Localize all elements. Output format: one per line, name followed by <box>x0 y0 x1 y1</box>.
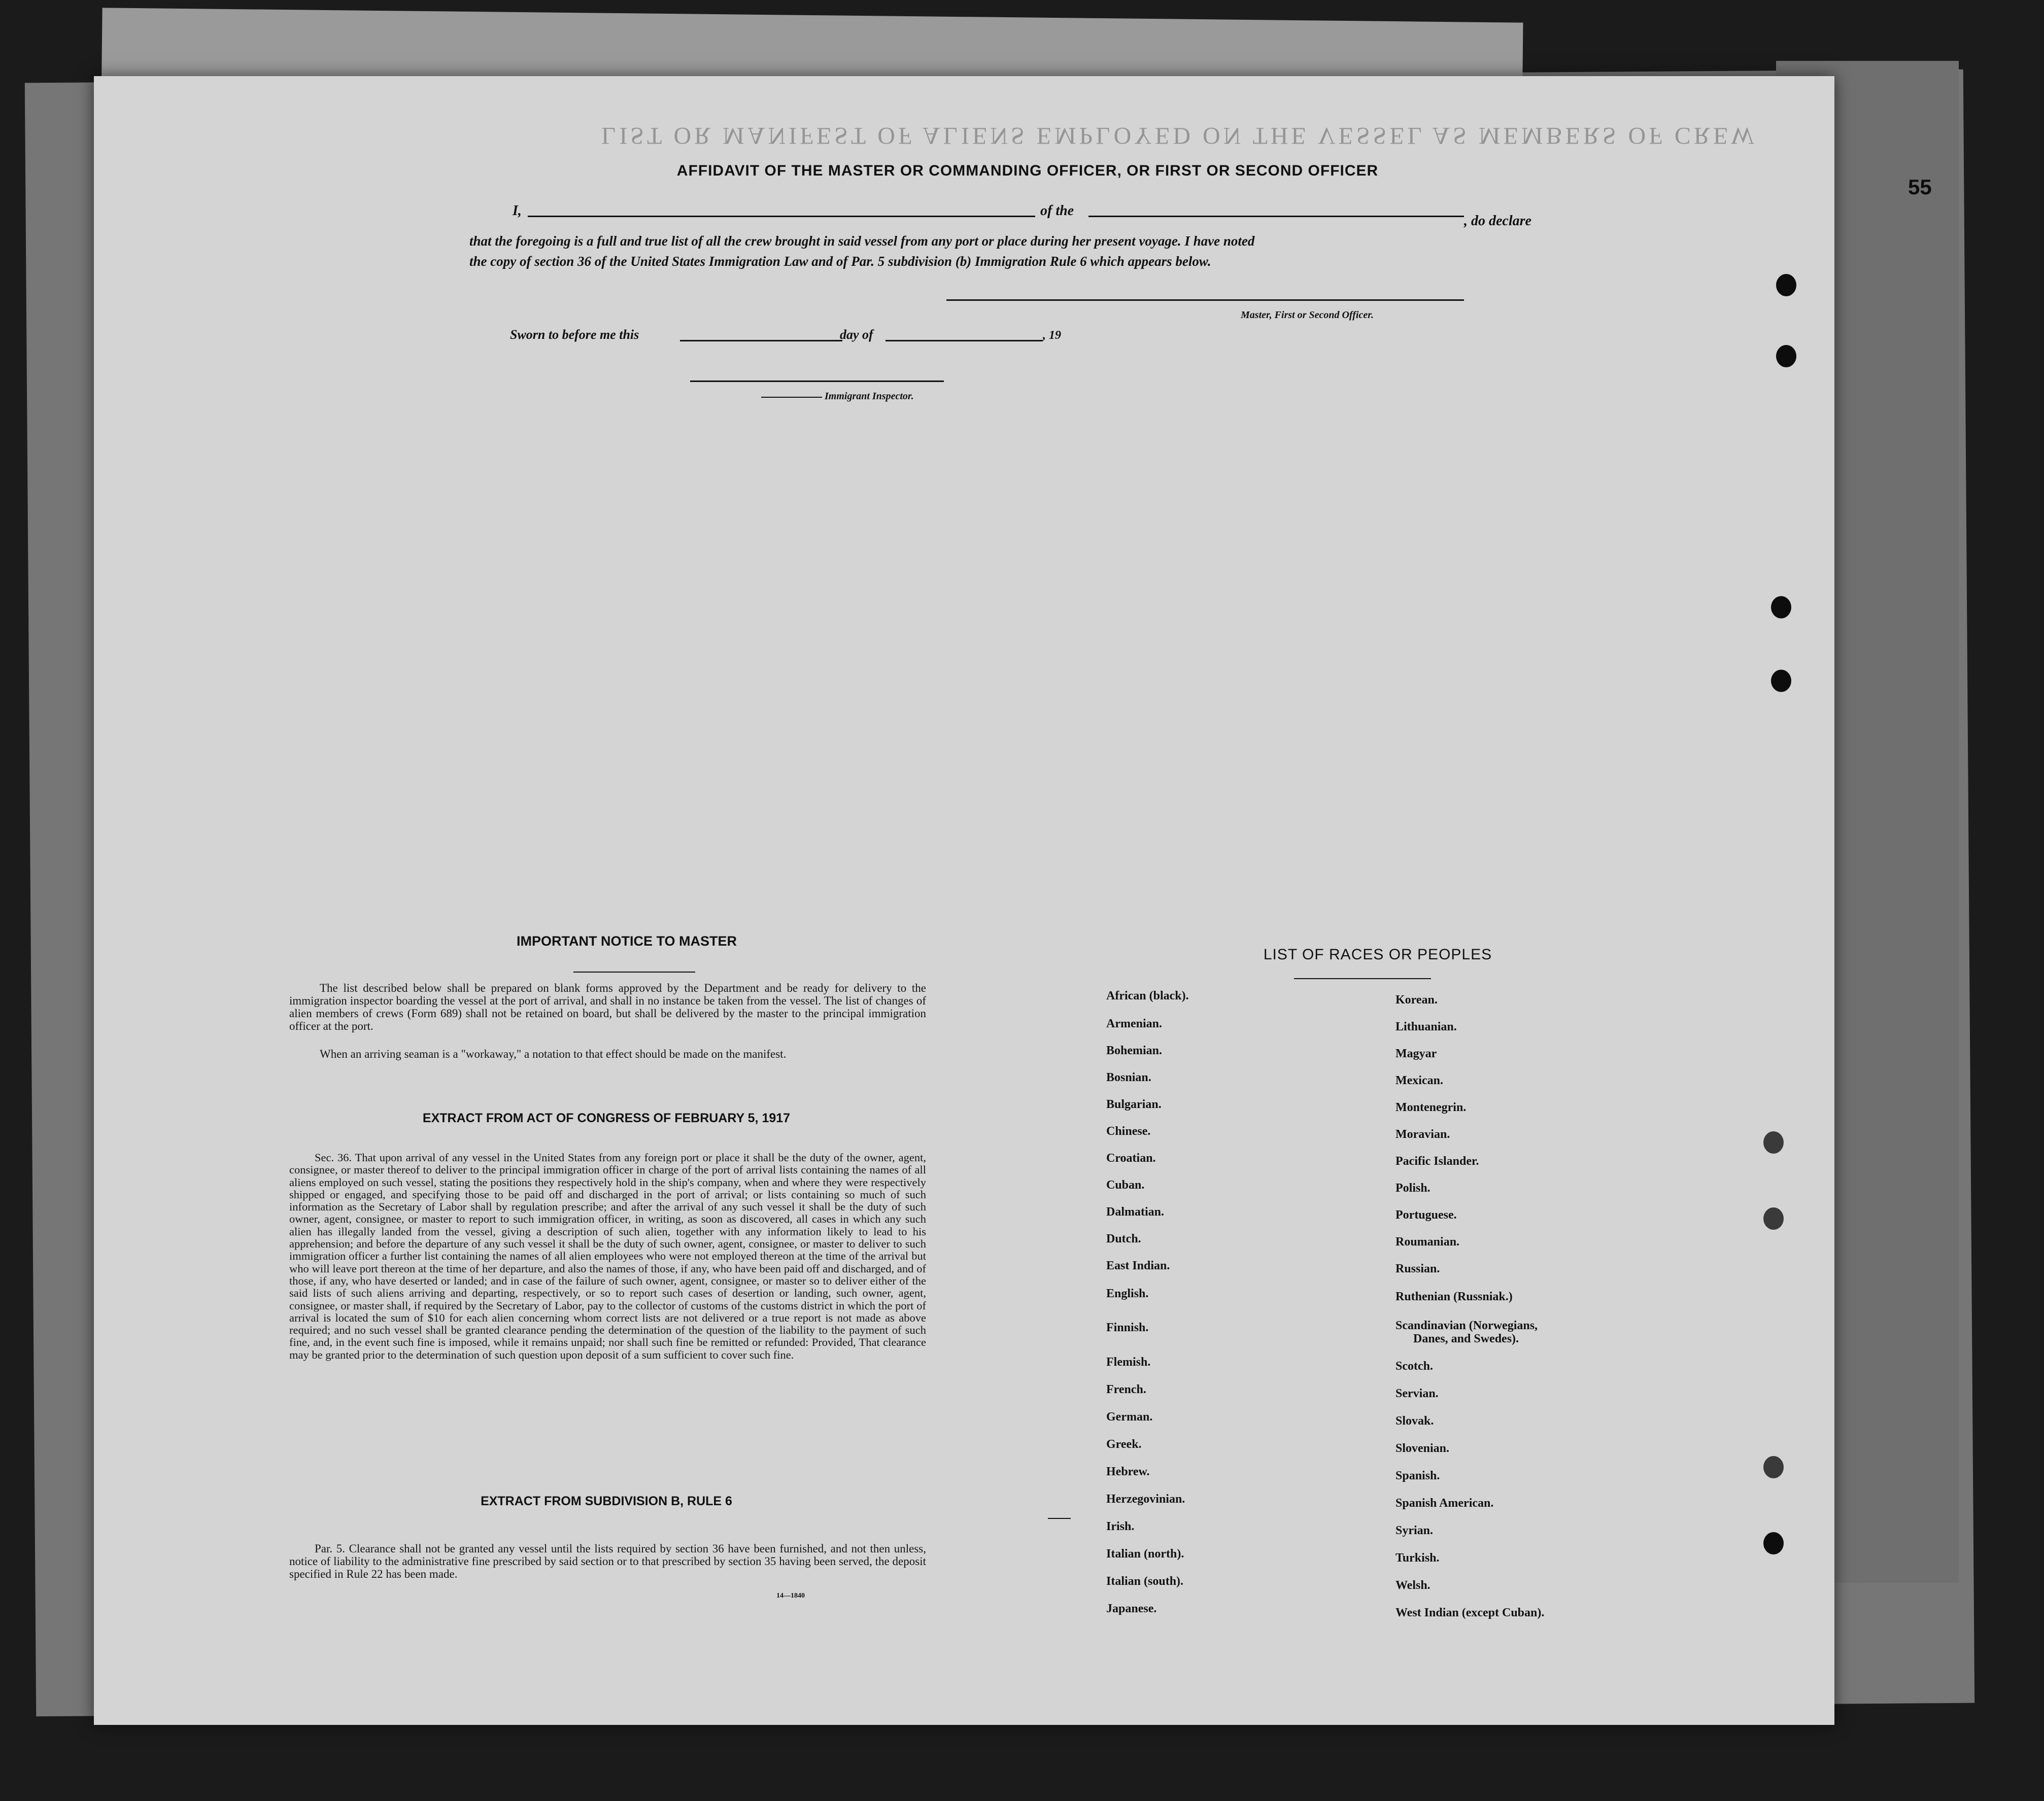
day-of-label: day of <box>840 327 873 342</box>
inspector-label: Immigrant Inspector. <box>825 391 914 402</box>
race-item: Servian. <box>1395 1387 1439 1400</box>
affidavit-declare: , do declare <box>1464 213 1531 229</box>
races-title: LIST OF RACES OR PEOPLES <box>1263 946 1492 963</box>
vessel-blank <box>1088 216 1464 217</box>
race-item: Slovak. <box>1395 1414 1434 1428</box>
race-item: East Indian. <box>1106 1259 1170 1272</box>
race-item: Cuban. <box>1106 1179 1145 1192</box>
form-number: 14—1840 <box>776 1592 805 1600</box>
race-item: Bosnian. <box>1106 1071 1151 1084</box>
rule6-title: EXTRACT FROM SUBDIVISION B, RULE 6 <box>481 1494 732 1508</box>
race-item: Korean. <box>1395 993 1438 1007</box>
race-item: Finnish. <box>1106 1321 1149 1334</box>
stray-mark <box>1048 1518 1071 1519</box>
race-item: Hebrew. <box>1106 1465 1150 1478</box>
punch-hole <box>1771 670 1791 692</box>
race-item: Polish. <box>1395 1182 1430 1195</box>
race-item: Bohemian. <box>1106 1044 1163 1057</box>
inspector-signature-line <box>690 380 944 382</box>
race-item: African (black). <box>1106 989 1189 1002</box>
race-item: Dutch. <box>1106 1232 1141 1245</box>
notice-underline <box>573 972 695 973</box>
race-item: Scotch. <box>1395 1360 1433 1373</box>
affidavit-line-2: that the foregoing is a full and true list of all the crew brought in said vessel from any port or place during her present voyage. I have noted <box>469 233 1255 249</box>
race-item: Irish. <box>1106 1520 1135 1533</box>
race-item: French. <box>1106 1383 1146 1396</box>
master-signature-label: Master, First or Second Officer. <box>1241 309 1374 321</box>
race-item: Portuguese. <box>1395 1208 1457 1222</box>
race-item: Italian (north). <box>1106 1547 1184 1561</box>
punch-hole <box>1776 274 1796 296</box>
affidavit-line-3: the copy of section 36 of the United States Immigration Law and of Par. 5 subdivision (b) Immigration Rule 6 which appears below. <box>469 254 1211 269</box>
notice-title: IMPORTANT NOTICE TO MASTER <box>517 933 737 949</box>
race-item: Spanish American. <box>1395 1497 1494 1510</box>
punch-hole <box>1763 1131 1784 1154</box>
year-label: , 19 <box>1043 329 1061 342</box>
race-item: Welsh. <box>1395 1579 1430 1592</box>
sworn-label: Sworn to before me this <box>510 327 639 342</box>
race-item: Lithuanian. <box>1395 1020 1457 1033</box>
race-item: Pacific Islander. <box>1395 1155 1479 1168</box>
race-item: Flemish. <box>1106 1356 1151 1369</box>
race-item: Dalmatian. <box>1106 1205 1164 1219</box>
affidavit-title: AFFIDAVIT OF THE MASTER OR COMMANDING OFFICER, OR FIRST OR SECOND OFFICER <box>676 162 1379 179</box>
race-item: Greek. <box>1106 1438 1142 1451</box>
notice-paragraph-2: When an arriving seaman is a "workaway," a notation to that effect should be made on the manifest. <box>320 1048 787 1060</box>
race-item: West Indian (except Cuban). <box>1395 1606 1545 1619</box>
name-blank <box>528 216 1035 217</box>
race-item: Chinese. <box>1106 1125 1151 1138</box>
race-item: Moravian. <box>1395 1128 1450 1141</box>
rule6-text: Par. 5. Clearance shall not be granted any vessel until the lists required by section 36 have been furnished, and not then unless, notice of liability to the administrative fine prescribed by said section or to that prescribed by section 35 having been served, the deposit specified in Rule 22 has been made. <box>289 1542 926 1580</box>
race-item: Japanese. <box>1106 1602 1157 1615</box>
show-through-text: LIST OR MANIFEST OF ALIENS EMPLOYED ON THE VESSEL AS MEMBERS OF CREW <box>601 122 1757 149</box>
race-item: English. <box>1106 1287 1149 1300</box>
affidavit-i-label: I, <box>513 203 522 219</box>
race-item: Syrian. <box>1395 1524 1434 1537</box>
race-item: Roumanian. <box>1395 1235 1460 1249</box>
race-item: Herzegovinian. <box>1106 1493 1185 1506</box>
act-text: Sec. 36. That upon arrival of any vessel in the United States from any foreign port or place it shall be the duty of the owner, agent, consignee, or master thereof to deliver to the principal immigration officer in charge of the port of arrival lists containing the names of all aliens employed on such vessel, stating the positions they respectively hold in the ship's company, when and where they were respectively shipped or engaged, and specifying those to be paid off and discharged in the port of arrival; or lists containing so much of such information as the Secretary of Labor shall by regulation prescribe; and after the arrival of any such vessel it shall be the duty of such owner, agent, consignee, or master to report to such immigration officer, in writing, as soon as discovered, all cases in which any such alien has illegally landed from the vessel, giving a description of such alien, together with any information likely to lead to his apprehension; and before the departure of any such vessel it shall be the duty of such owner, agent, consignee, or master to deliver to such immigration officer a further list containing the names of all alien employees who were not employed thereon at the time of the arrival but who will leave port thereon at the time of her departure, and also the names of those, if any, who have been paid off and discharged, and of those, if any, who have deserted or landed; and in case of the failure of such owner, agent, consignee, or master so to deliver either of the said lists of such aliens arriving and departing, respectively, or so to report such cases of desertion or landing, such owner, agent, consignee, or master shall, if required by the Secretary of Labor, pay to the collector of customs of the customs district in which the port of arrival is located the sum of $10 for each alien concerning whom correct lists are not delivered or a true report is not made as above required; and no such vessel shall be granted clearance pending the determination of the question of the liability to the payment of such fine, and, in the event such fine is imposed, while it remains unpaid; nor shall such fine be remitted or refunded: Provided, That clearance may be granted prior to the determination of such question upon deposit of a sum sufficient to cover such fine. <box>289 1151 926 1361</box>
edge-page-number: 55 <box>1908 175 1932 199</box>
punch-hole <box>1776 345 1796 367</box>
race-item: Turkish. <box>1395 1551 1440 1565</box>
race-item: Russian. <box>1395 1262 1440 1275</box>
document-page <box>94 76 1834 1725</box>
punch-hole <box>1771 596 1791 618</box>
race-item: Italian (south). <box>1106 1575 1184 1588</box>
affidavit-of-the-label: of the <box>1040 203 1074 219</box>
race-item: Croatian. <box>1106 1152 1156 1165</box>
race-item: Mexican. <box>1395 1074 1443 1087</box>
race-item: Slovenian. <box>1395 1442 1450 1455</box>
sworn-month-blank <box>885 340 1043 341</box>
punch-hole <box>1763 1532 1784 1554</box>
race-item: Bulgarian. <box>1106 1098 1162 1111</box>
inspector-short-line <box>761 397 822 398</box>
race-item-continued: Danes, and Swedes). <box>1413 1332 1519 1345</box>
race-item: Magyar <box>1395 1047 1437 1060</box>
race-item: Scandinavian (Norwegians, <box>1395 1319 1538 1332</box>
races-underline <box>1294 978 1431 979</box>
race-item: Ruthenian (Russniak.) <box>1395 1290 1513 1303</box>
punch-hole <box>1763 1207 1784 1230</box>
punch-hole <box>1763 1456 1784 1478</box>
master-signature-line <box>946 299 1464 301</box>
act-title: EXTRACT FROM ACT OF CONGRESS OF FEBRUARY 5, 1917 <box>422 1111 791 1125</box>
race-item: Spanish. <box>1395 1469 1440 1482</box>
sworn-day-blank <box>680 340 842 341</box>
race-item: German. <box>1106 1410 1153 1424</box>
notice-paragraph-1: The list described below shall be prepared on blank forms approved by the Department and be ready for delivery to the immigration inspector boarding the vessel at the port of arrival, and shall in no instance be taken from the vessel. The list of changes of alien members of crews (Form 689) shall not be retained on board, but shall be delivered by the master to the principal immigration officer at the port. <box>289 982 926 1032</box>
race-item: Montenegrin. <box>1395 1101 1467 1114</box>
race-item: Armenian. <box>1106 1017 1162 1030</box>
